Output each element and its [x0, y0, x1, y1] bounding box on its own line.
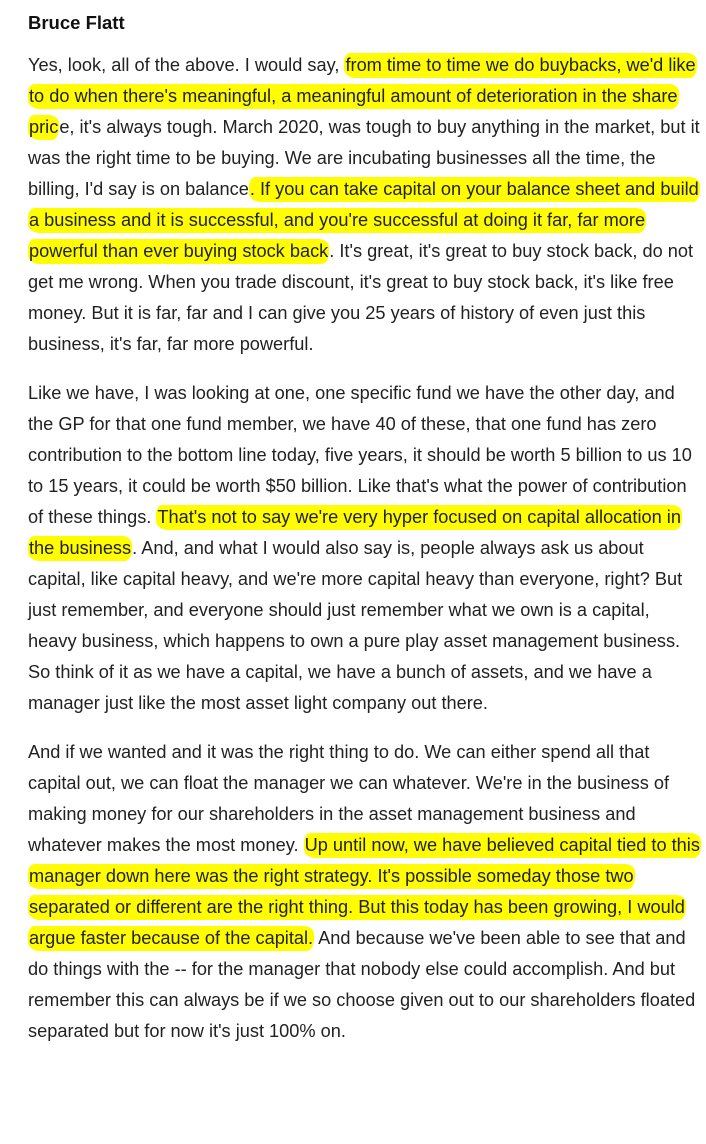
- paragraph-2: [28, 378, 700, 719]
- speaker-name: Bruce Flatt: [28, 12, 125, 33]
- highlighted-text: That's not to say we're very hyper focused on capital allocation in the business: [28, 505, 682, 561]
- text-segment: . It's great, it's great to buy stock back, do not get me wrong. When you trade discount, it's great to buy stock back, it's like free money. But it is far, far and I can give you 25 years of history of even just this business, it's far, far more powerful.: [28, 241, 694, 354]
- highlighted-text: from time to time we do buybacks, we'd like to do when there's meaningful, a meaningful amount of deterioration in the share pric: [28, 53, 697, 140]
- highlighted-text: . If you can take capital on your balance sheet and build a business and it is successful, and you're successful at doing it far, far more powerful than ever buying stock back: [28, 177, 700, 264]
- text-segment: e, it's always tough. March 2020, was tough to buy anything in the market, but it was the right time to be buying. We are incubating businesses all the time, the billing, I'd say is on balance: [28, 117, 700, 199]
- paragraph-1: [28, 50, 700, 360]
- text-segment: And because we've been able to see that and do things with the -- for the manager that nobody else could accomplish. And but remember this can always be if we so choose given out to our shareholders floated separated but for now it's just 100% on.: [28, 928, 696, 1041]
- highlighted-text: Up until now, we have believed capital tied to this manager down here was the right strategy. It's possible someday those two separated or different are the right thing. But this today has been growing, I would argue faster because of the capital.: [28, 833, 701, 951]
- paragraph-3: [28, 737, 700, 1047]
- transcript: [28, 10, 700, 1065]
- text-segment: . And, and what I would also say is, people always ask us about capital, like capital heavy, and we're more capital heavy than everyone, right? But just remember, and everyone should just remember what we own is a capital, heavy business, which happens to own a pure play asset management business. So think of it as we have a capital, we have a bunch of assets, and we have a manager just like the most asset light company out there.: [28, 538, 683, 713]
- text-segment: Like we have, I was looking at one, one specific fund we have the other day, and the GP for that one fund member, we have 40 of these, that one fund has zero contribution to the bottom line today, five years, it should be worth 5 billion to us 10 to 15 years, it could be worth $50 billion. Like that's what the power of contribution of these things.: [28, 383, 692, 527]
- text-segment: Yes, look, all of the above. I would say,: [28, 55, 345, 75]
- text-segment: And if we wanted and it was the right thing to do. We can either spend all that capital out, we can float the manager we can whatever. We're in the business of making money for our shareholders in the asset management business and whatever makes the most money.: [28, 742, 670, 855]
